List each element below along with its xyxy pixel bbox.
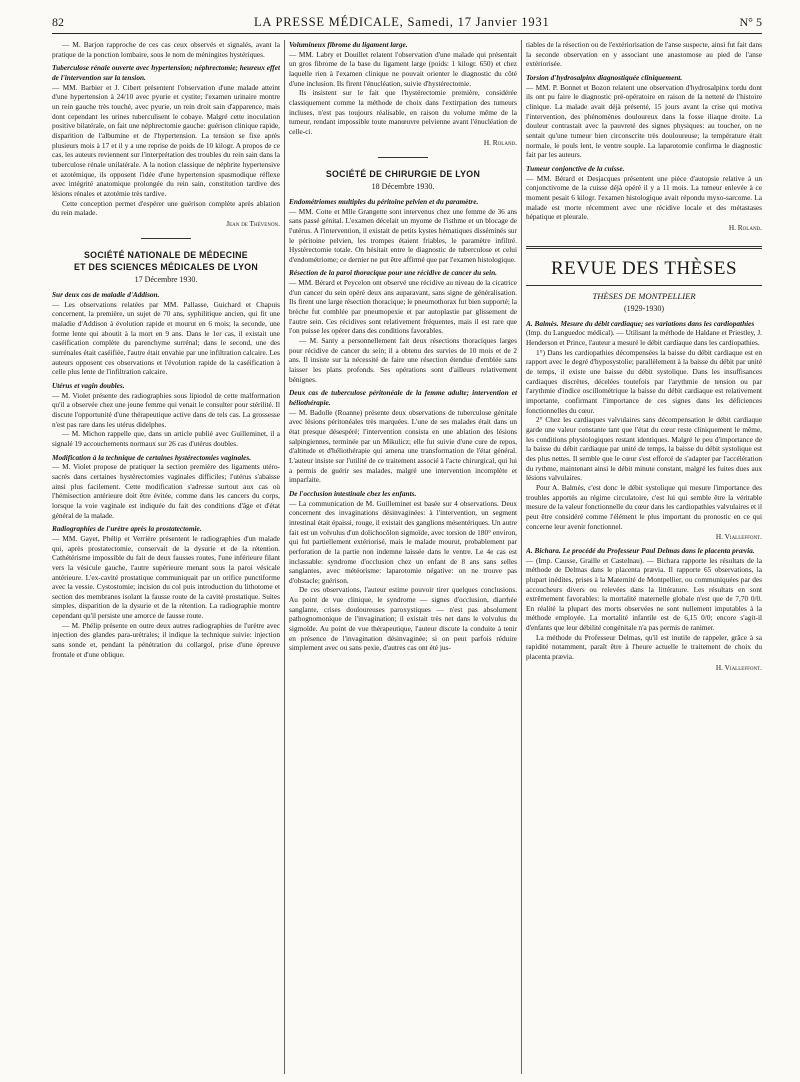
article-title: Torsion d'hydrosalpinx diagnostiquée cliniquement.: [526, 72, 683, 82]
paragraph: — Les observations relatées par MM. Pallasse, Guichard et Chapuis concernent, la première, un sujet de 70 ans, syphilitique ancien, qui fit une maladie d'Addison à évolution rapide et mourut en 6 mois; la seconde, une forme lente qui aboutit à la mort en 9 ans. Dans le 1er cas, il existait une caséification complète du parenchyme surrénal; dans le second, une des surrénales était caséifiée, l'autre était envahie par une infiltration calcaire. Les auteurs opposent ces observations et l'évolution rapide de la caséification à celle plus lente de l'infiltration calcaire.: [52, 299, 280, 377]
paragraph: 1°) Dans les cardiopathies décompensées la baisse du débit cardiaque est en rapport avec le degré d'hyposystolie; parallèlement à la baisse du débit par unité de temps, il existe une baisse du débit systolique. Dans les insuffisances cardiaques discrètes, décelées toutefois par l'arythmie de tension ou par l'arythmie d'indice oscillométrique la baisse du débit cardiaque est relativement importante, confirmant l'importance de ces signes dans les déficiences fonctionnelles du cœur.: [526, 347, 762, 415]
paragraph: — MM. Cotte et Mlle Grangette sont intervenus chez une femme de 36 ans sans passé génital. L'examen décelait un myome de l'isthme et un blocage de l'utérus. A l'intervention, il existait de petits kystes hématiques disséminés sur le péritoine pelvien, les trompes étaient friables, le paramètre infiltré. Hystérectomie totale. On hésitait entre le diagnostic de tuberculose et celui d'endométriome; ce dernier ne put être affirmé que par l'examen histologique.: [289, 206, 517, 264]
article-title: Tumeur conjonctive de la cuisse.: [526, 163, 625, 173]
article-title: Sur deux cas de maladie d'Addison.: [52, 290, 160, 300]
paragraph: — La communication de M. Guilleminet est basée sur 4 observations. Deux concernent des invaginations désinvaginées: à l'intervention, un segment intestinal était épaissi, rouge, il existait des ganglions mésentériques. Un autre fait est un volvulus d'un dolichocôlon sigmoïde, avec torsion de 180° environ, qui fut partiellement extériorisé, mais le malade mourut, probablement par perforation de la partie non indemne laissée dans le ventre. Le 4e cas est inclassable: syndrome d'occlusion chez un enfant de 8 ans sans selles sanglantes, avec météorisme: laparotomie négative: on ne trouve pas d'obstacle; guérison.: [289, 498, 517, 585]
column-1: [52, 40, 280, 1074]
article-title: Deux cas de tuberculose péritonéale de la femme adulte; intervention et héliothérapie.: [289, 388, 517, 407]
section-date: 17 Décembre 1930.: [134, 275, 198, 285]
section-heading: SOCIÉTÉ DE CHIRURGIE DE LYON: [325, 169, 481, 180]
column-2: [289, 40, 517, 1074]
paragraph: — M. Santy a personnellement fait deux résections thoraciques larges pour récidive de cancer du sein; il a obtenu des survies de 10 mois et de 2 ans. Il insiste sur la nécessité de faire une résection étendue d'emblée sans laisser les plans profonds. Ses opérations sont d'ailleurs relativement bénignes.: [289, 336, 517, 384]
paragraph: — M. Violet présente des radiographies sous lipiodol de cette malformation qu'il a observée chez une jeune femme qui venait le consulter pour stérilité. Il discute l'opportunité d'une thérapeutique active dans de tels cas. La grossesse n'est pas rare dans les utérus didelphes.: [52, 390, 280, 429]
article-title: Radiographies de l'urètre après la prostatectomie.: [52, 524, 202, 534]
article-title: Endométriomes multiples du péritoine pelvien et du paramètre.: [289, 196, 479, 206]
paragraph: — M. Violet propose de pratiquer la section première des ligaments utéro-sacrés dans certaines hystérectomies vaginales difficiles; l'utérus s'abaisse ainsi plus facilement. Cette modification s'adresse surtout aux cas où l'hémisection antérieure doit être évitée, comme dans les cancers du corps, lorsque la voie vaginale est indiquée du fait des conditions d'âge et d'état général de la malade.: [52, 462, 280, 520]
revue-heading: REVUE DES THÈSES: [526, 246, 762, 286]
article-title: Modification à la technique de certaines hystérectomies vaginales.: [52, 452, 252, 462]
paragraph: — MM. Gayet, Phélip et Verrière présentent le radiographies d'un malade qui, après prostatectomie, conservait de la dysurie et de la rétention. Cathétérisme impossible du fait de deux fausses routes, l'une inférieure filant vers la vésicule gauche, l'autre supérieure menant sous la paroi vésicale antérieure. L'ex-cavité prostatique communiquait par un orifice punctiforme avec la vessie. Cystostomie; incision du col puis introduction du lithotome et section des membranes isolant la fausse route de la cavité prostatique. Suites simples, disparition de la dysurie et de la rétention. La radiographie montre cependant qu'il persiste une amorce de fausse route.: [52, 533, 280, 621]
section-heading-line: ET DES SCIENCES MÉDICALES DE LYON: [73, 262, 259, 273]
section-date: 18 Décembre 1930.: [371, 182, 435, 192]
paragraph: tiables de la résection ou de l'extériorisation de l'anse suspecte, ainsi fut fait dans la seconde observation en y associant une anastomose au pied de l'anse extériorisée.: [526, 40, 762, 69]
paragraph: — MM. Barbier et J. Cibert présentent l'observation d'une malade atteint d'une hypertension à 24/10 avec pyurie et cystite; l'examen urinaire montre un rein gauche très touché, avec pyurie, un rein droit sain d'apparence, mais dont cependant les urines tuberculisent le cobaye. Malgré cette inoculation positive bilatérale, on fait une néphrectomie gauche: guérison clinique rapide, disparition de l'albumine et de l'hypertension. La tension se fixe après plusieurs mois à 17 et il y a une reprise de poids de 10 kilogr. A propos de ce cas, les auteurs reviennent sur l'interprétation des troubles du rein sain dans la tuberculose rénale unilatérale. A la notion classique de néphrite hypertensive et azotémique, ils opposent l'idée d'une hypertension spasmodique réflexe avec intégrité anatomique prolongée du rein sain, constitution tardive des lésions rénales et azotémie très tardive.: [52, 82, 280, 198]
section-heading: [52, 249, 280, 273]
article-title: Résection de la paroi thoracique pour une récidive de cancer du sein.: [289, 268, 497, 278]
signature: H. Roland.: [483, 137, 517, 147]
page-number: 82: [52, 15, 64, 29]
paragraph: — MM. P. Bonnet et Bozon relatent une observation d'hydrosalpinx tordu dont ils ont pu faire le diagnostic pré-opératoire en raison de la netteté de l'histoire clinique. La malade avait déjà présenté, 15 jours avant la crise qui motiva l'intervention, des phénomènes douloureux dans la fosse iliaque droite. La douleur contrastait avec la pauvreté des signes physiques: au toucher, on ne sentait qu'une tumeur bien circonscrite très douloureuse; la température était normale, le pouls lent, le ventre souple. La laparotomie confirma le diagnostic fait par les auteurs.: [526, 82, 762, 160]
article-title: A. Balmès. Mesure du débit cardiaque; ses variations dans les cardiopathies: [526, 318, 755, 328]
paragraph: — M. Phélip présente en outre deux autres radiographies de l'urètre avec injection des glandes para-urétrales; il indique la technique suivie: injection sans sonde et, pendant la pénétration du collargol, prise d'une épreuve frontale et d'une oblique.: [52, 620, 280, 659]
paragraph: — MM. Bérard et Peycelon ont observé une récidive au niveau de la cicatrice d'un cancer du sein opéré deux ans auparavant, sans signe de généralisation. Ils firent une large résection thoracique; le pneumothorax fut bien supporté; la brèche fut comblée par pneumopexie et par autoplastie par glissement de l'autre sein. Ces récidives sont relativement fréquentes, mais il est rare que l'on puisse les opérer dans des conditions favorables.: [289, 278, 517, 336]
article-title: Volumineux fibrome du ligament large.: [289, 40, 408, 49]
paragraph: 2° Chez les cardiaques valvulaires sans décompensation le débit cardiaque garde une valeur constante tant que l'état du cœur reste cliniquement le même, les conditions physiologiques restant identiques. Malgré le peu d'importance de la baisse du débit cardiaque par unité de temps, la baisse du débit systolique est des plus nettes. Il semble que le cœur s'est efforcé de s'adapter par l'accélération du rythme, maintenant ainsi le débit minute constant, malgré les fuites dues aux lésions valvulaires.: [526, 415, 762, 483]
column-rule: [284, 40, 285, 1074]
paragraph: — MM. Bérard et Desjacques présentent une pièce d'autopsie relative à un conjonctivome de la cuisse déjà opéré il y a 11 mois. La tumeur enlevée à ce moment pesait 6 kilogr. l'examen histologique avait répondu myxo-sarcome. La malade est morte récemment avec une récidive locale et des métastases hépatique et pleurale.: [526, 173, 762, 222]
theses-subheading: THÈSES DE MONTPELLIER: [592, 291, 696, 302]
signature: H. Vialleffont.: [715, 532, 762, 542]
article-title: Tuberculose rénale ouverte avec hypertension; néphrectomie; heureux effet de l'intervention sur la tension.: [52, 63, 280, 82]
paragraph: La méthode du Professeur Delmas, qu'il est inutile de rappeler, grâce à sa rapidité notamment, paraît être à l'heure actuelle le traitement de choix du placenta prævia.: [526, 632, 762, 662]
article-title: Utérus et vagin doubles.: [52, 381, 125, 391]
signature: Jean de Thévenon.: [226, 218, 280, 228]
paragraph: De ces observations, l'auteur estime pouvoir tirer quelques conclusions. Au point de vue clinique, le syndrome — signes d'occlusion, diarrhée sanglante, crises douloureuses paroxystiques — n'est pas absolument pathognomonique de l'invagination; il existait très net dans le volvulus du sigmoïde. Au point de vue thérapeutique, l'auteur discute la conduite à tenir en présence de l'invagination désinvaginée; si on peut parfois réduire simplement avec ou sans pexie, d'autres cas ont été jus-: [289, 585, 517, 653]
article-title: A. Bichara. Le procédé du Professeur Paul Delmas dans le placenta prævia.: [526, 545, 755, 555]
divider: [141, 238, 191, 239]
page-header: [52, 12, 762, 34]
paragraph: — (Imp. Causse, Graille et Castelnau). — Bichara rapporte les résultats de la méthode de Delmas dans le placenta prævia. Il rapporte 65 observations, la plupart inédites, prises à la Maternité de Montpellier, ou communiquées par des accoucheurs divers ou relevées dans la littérature. Les résultats en sont extrêmement favorables: la mortalité maternelle globale n'est que de 7,70 0/0. En réalité la plupart des morts observées ne sont nullement imputables à la méthode employée. La mortalité infantile est de 6,15 0/0; encore s'agit-il d'enfants que leur débilité congénitale n'a pas permis de ranimer.: [526, 555, 762, 633]
signature: H. Roland.: [728, 222, 762, 232]
paragraph: Pour A. Balmès, c'est donc le débit systolique qui mesure l'importance des troubles apportés au régime circulatoire, c'est lui qui semble être la véritable mesure de la valeur fonctionnelle du cœur dans les cardiopathies valvulaires et il peut être considéré comme l'élément le plus important du pronostic en ce qui concerne leur avenir fonctionnel.: [526, 482, 762, 531]
paragraph: — M. Michon rappelle que, dans un article publié avec Guilleminet, il a signalé 19 accouchements normaux sur 26 cas d'utérus doubles.: [52, 429, 280, 448]
paragraph: — M. Badolle (Roanne) présente deux observations de tuberculose génitale avec lésions péritonéales très marquées. L'une de ses malades était dans un état presque désespéré; l'intervention consista en une ablation des lésions salpingiennes, terminée par un Mikulicz; elle fut suivie d'une cure de repos, d'altitude et d'héliothérapie qui amena une transformation de l'état général. L'auteur insiste sur l'utilité de ce traitement associé à l'acte chirurgical, qui lui a permis de guérir ses malades, malgré une intervention incomplète et imparfaite.: [289, 407, 517, 485]
divider: [378, 157, 428, 158]
journal-title: LA PRESSE MÉDICALE, Samedi, 17 Janvier 1931: [254, 15, 550, 29]
paragraph: Ils insistent sur le fait que l'hystérectomie première, considérée classiquement comme la méthode de choix dans l'extirpation des tumeurs incluses, n'est pas toujours réalisable, en raison du volume même de la tumeur, rendant impossible toute manœuvre pelvienne avant l'énucléation de celle-ci.: [289, 88, 517, 136]
paragraph: (Imp. du Languedoc médical). — Utilisant la méthode de Haldane et Priestley, J. Henderson et Prince, l'auteur a mesuré le débit cardiaque dans les cardiopathies.: [526, 328, 762, 348]
paragraph: — MM. Labry et Douillet relatent l'observation d'une malade qui présentait un gros fibrome de la base du ligament large (poids: 1 kilogr. 650) et chez laquelle rien à l'examen clinique ne pouvait orienter le diagnostic du côté d'une inclusion. Ils firent l'énucléation, suivie d'hystérectomie.: [289, 49, 517, 88]
theses-years: (1929-1930): [624, 304, 664, 314]
paragraph: Cette conception permet d'espérer une guérison complète après ablation du rein malade.: [52, 198, 280, 218]
column-rule: [521, 40, 522, 1074]
section-heading-line: SOCIÉTÉ NATIONALE DE MÉDECINE: [84, 250, 248, 261]
paragraph: — M. Barjon rapproche de ces cas ceux observés et signalés, avant la pratique de la ponction lombaire, sous le nom de méningites hystériques.: [52, 40, 280, 59]
column-3: [526, 40, 762, 1074]
article-title: De l'occlusion intestinale chez les enfants.: [289, 488, 417, 498]
signature: H. Vialleffont.: [715, 662, 762, 672]
issue-number: N° 5: [739, 15, 762, 29]
